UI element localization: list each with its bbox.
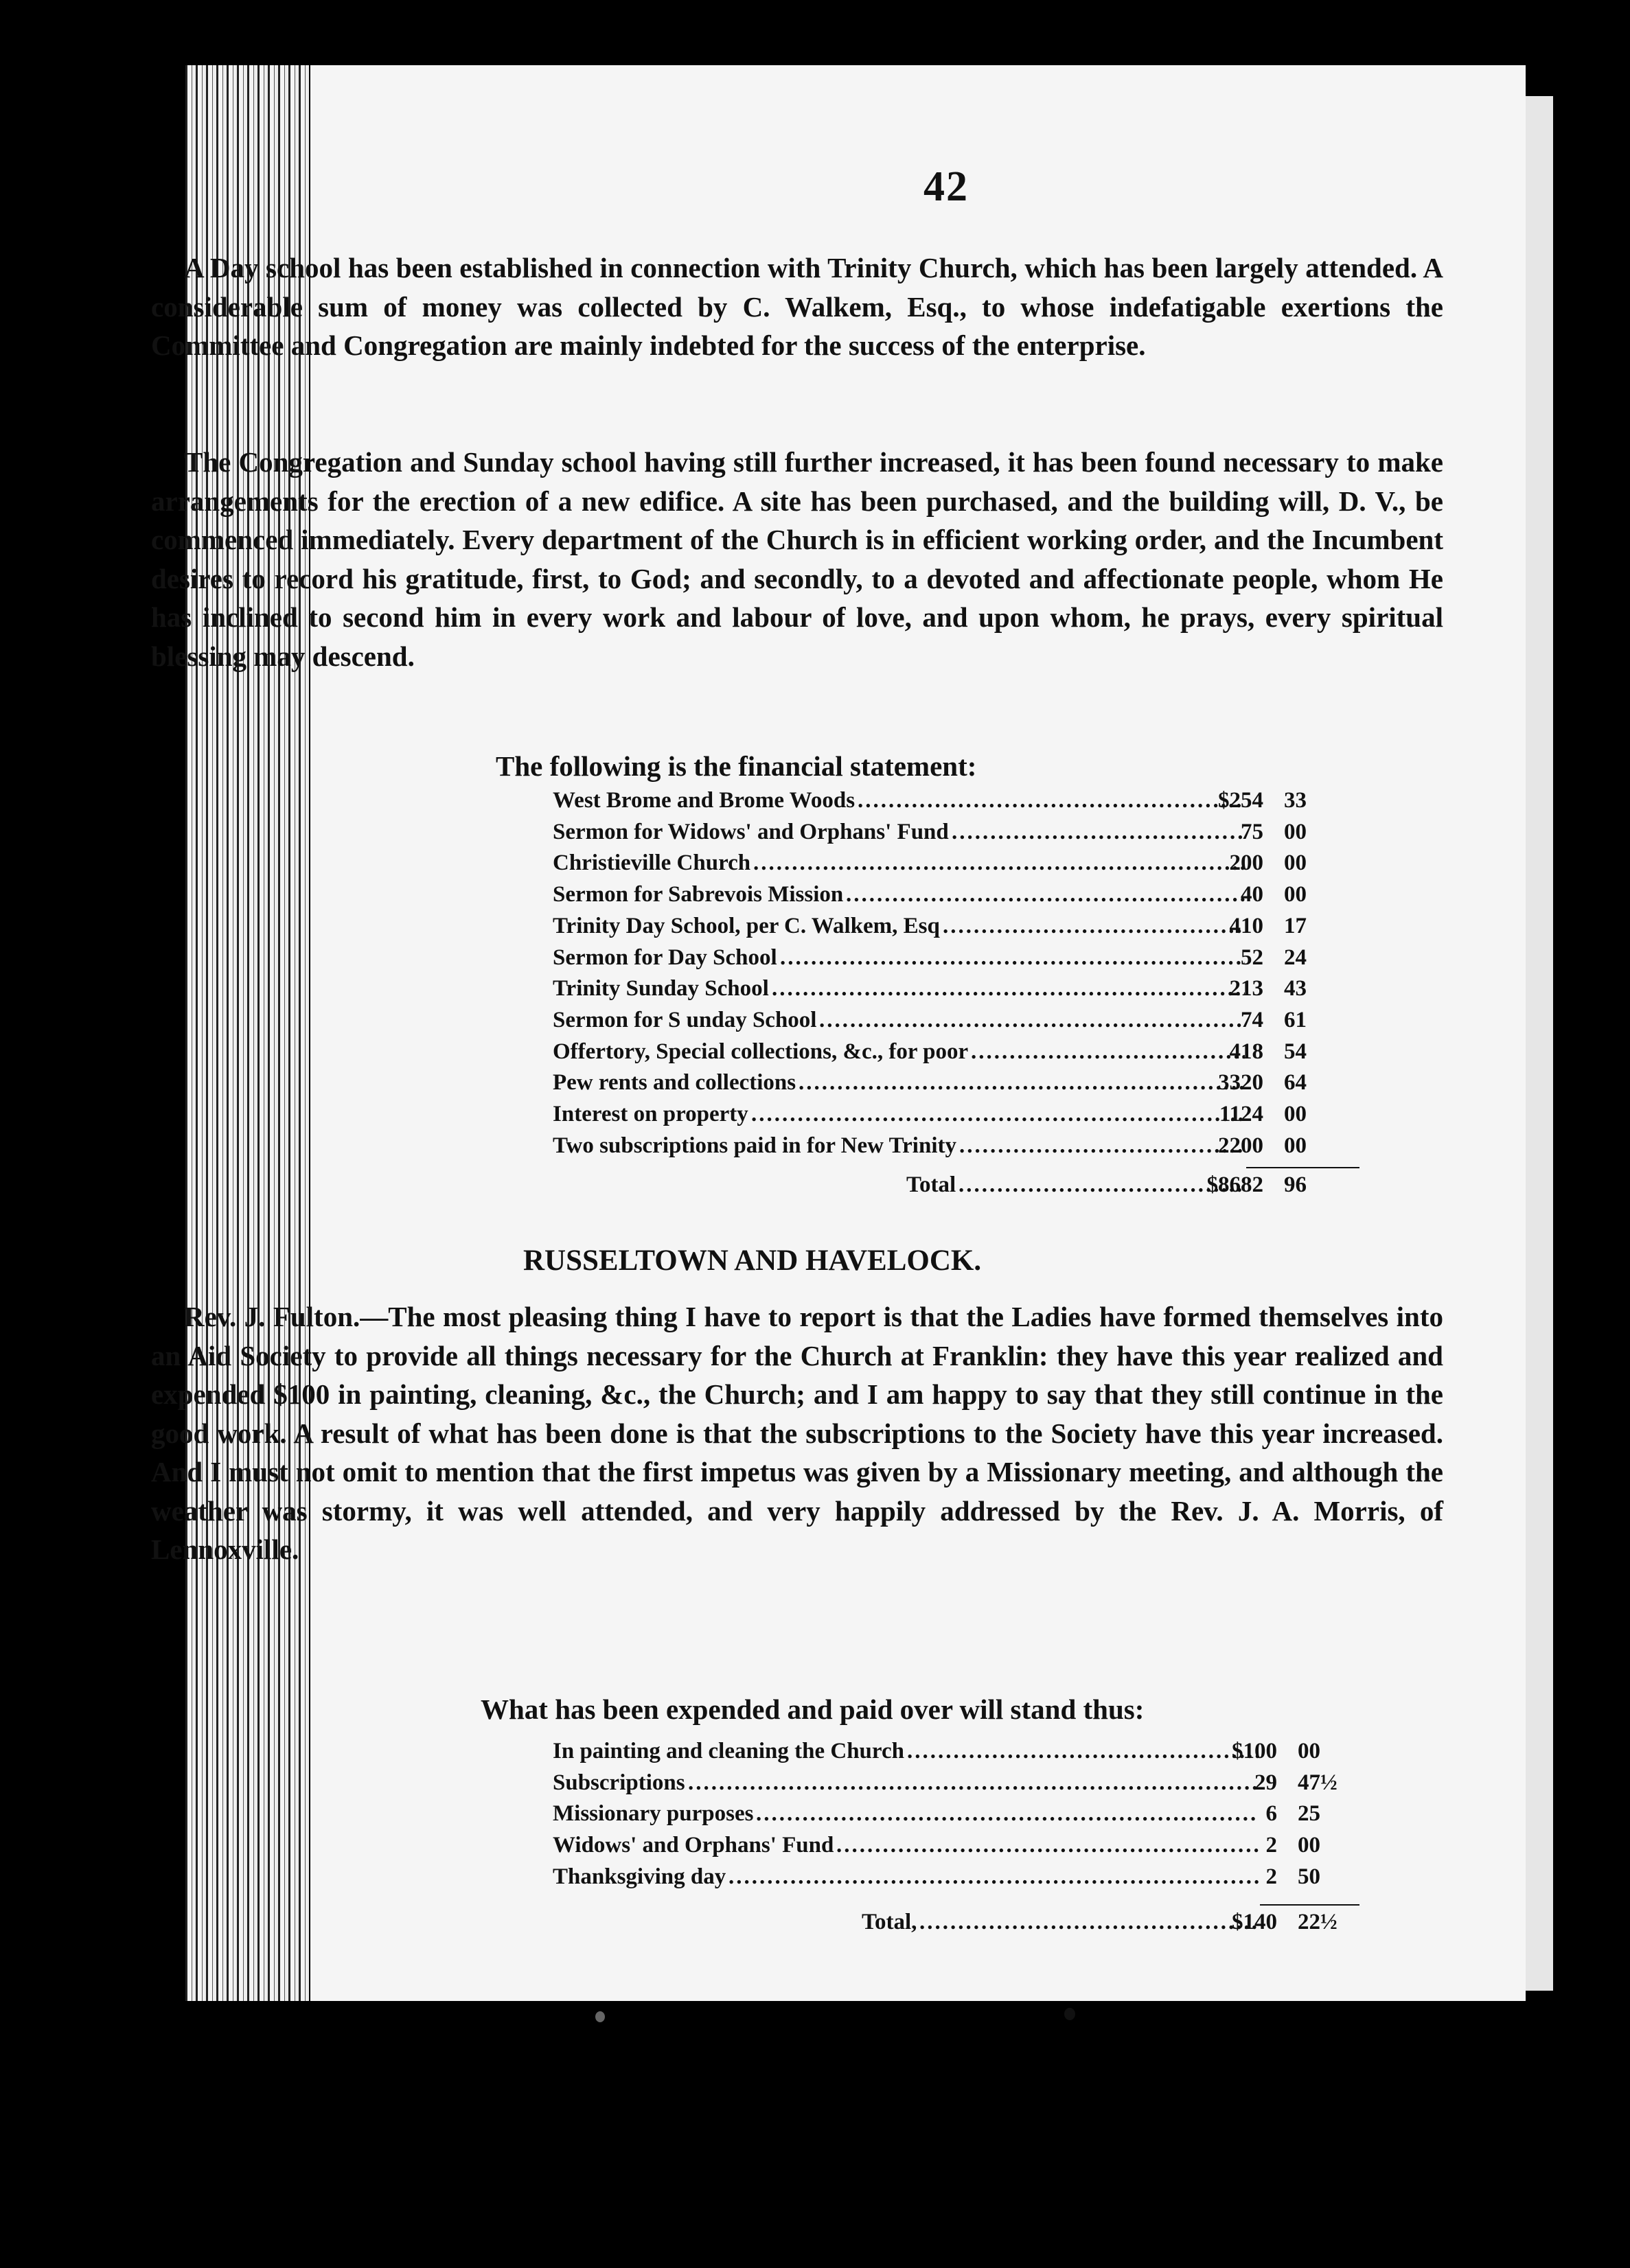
statement-row: [553, 1864, 1359, 1895]
amount-dollars: 52: [1241, 945, 1263, 970]
row-label: West Brome and Brome Woods: [553, 788, 856, 813]
amount-cents: 43: [1284, 976, 1307, 1002]
total-row: [553, 1172, 1359, 1203]
expenditure-intro: What has been expended and paid over will stand thus:: [481, 1693, 1145, 1725]
amount-cents: 47½: [1298, 1770, 1338, 1795]
amount-dollars: 1124: [1219, 1102, 1263, 1126]
statement-row: [553, 1133, 1359, 1164]
amount-cents: 00: [1284, 1102, 1307, 1126]
leader-dots: [751, 1102, 1245, 1127]
amount-cents: 33: [1284, 788, 1307, 813]
leader-dots: [688, 1770, 1259, 1796]
amount-cents: 00: [1284, 819, 1307, 844]
row-label: Pew rents and collections: [553, 1070, 796, 1096]
amount-dollars: 213: [1229, 976, 1263, 1002]
statement-row: [553, 914, 1359, 944]
amount-cents: 00: [1284, 1133, 1307, 1158]
leader-dots: [952, 820, 1245, 845]
amount-dollars: 418: [1229, 1039, 1263, 1064]
amount-cents: 61: [1284, 1007, 1307, 1032]
amount-cents: 17: [1284, 913, 1307, 938]
ink-mark: [1064, 2008, 1075, 2020]
amount-dollars: 2: [1265, 1864, 1277, 1889]
statement-row: [553, 1070, 1359, 1100]
statement-row: [553, 1833, 1359, 1863]
row-label: Christieville Church: [553, 850, 751, 876]
leader-dots: [959, 1133, 1245, 1159]
row-label: Sermon for S unday School: [553, 1007, 817, 1032]
amount-cents: 54: [1284, 1039, 1307, 1064]
paragraph-day-school: A Day school has been established in connection with Trinity Church, which has been largely attended. A considerable sum of money was collected by C. Walkem, Esq., to whose indefatigable exertions the Committee and Congregation are mainly indebted for the success of the enterprise.: [151, 252, 1443, 361]
amount-cents: 00: [1298, 1739, 1320, 1763]
leader-dots: [971, 1039, 1245, 1065]
amount-cents: 64: [1284, 1070, 1307, 1096]
amount-dollars: 3320: [1218, 1070, 1263, 1096]
row-label: Missionary purposes: [553, 1801, 754, 1827]
row-label: In painting and cleaning the Church: [553, 1739, 904, 1763]
leader-dots: [753, 850, 1245, 876]
row-label: Two subscriptions paid in for New Trinity: [553, 1133, 956, 1158]
amount-cents: 24: [1284, 945, 1307, 970]
amount-cents: 25: [1298, 1801, 1320, 1827]
amount-cents: 00: [1284, 850, 1307, 876]
statement-row: [553, 1770, 1359, 1801]
amount-dollars: 2200: [1218, 1133, 1263, 1158]
row-label: Sermon for Sabrevois Mission: [553, 882, 844, 907]
amount-dollars: 410: [1229, 913, 1263, 938]
row-label: Total,: [862, 1909, 917, 1934]
amount-dollars: 40: [1241, 882, 1263, 907]
total-rule: [1260, 1904, 1359, 1906]
statement-row: [553, 788, 1359, 818]
row-label: Sermon for Day School: [553, 945, 777, 970]
leader-dots: [919, 1910, 1259, 1935]
statement-row: [553, 1739, 1359, 1769]
page-edge-right: [1526, 96, 1553, 1991]
financial-statement-table: [553, 788, 1359, 1227]
statement-row: [553, 820, 1359, 850]
amount-cents: 96: [1284, 1172, 1307, 1198]
amount-dollars: 75: [1241, 819, 1263, 844]
section-heading: RUSSELTOWN AND HAVELOCK.: [523, 1245, 982, 1277]
amount-cents: 22½: [1298, 1909, 1338, 1934]
amount-dollars: 74: [1241, 1007, 1263, 1032]
statement-row: [553, 1801, 1359, 1831]
leader-dots: [907, 1739, 1259, 1764]
row-label: Sermon for Widows' and Orphans' Fund: [553, 819, 949, 844]
statement-row: [553, 1008, 1359, 1038]
statement-row: [553, 850, 1359, 881]
statement-row: [553, 976, 1359, 1006]
statement-row: [553, 1102, 1359, 1132]
amount-cents: 00: [1284, 882, 1307, 907]
total-row: [553, 1910, 1359, 1940]
page-number: 42: [923, 163, 969, 210]
leader-dots: [799, 1070, 1245, 1096]
leader-dots: [846, 882, 1245, 907]
paragraph-fulton-report: Rev. J. Fulton.—The most pleasing thing I have to report is that the Ladies have formed themselves into an Aid Society to provide all things necessary for the Church at Franklin: they have this year realized and expended $100 in painting, cleaning, &c., the Church; and I am happy to say that they still continue in the good work. A result of what has been done is that the subscriptions to the Society have this year increased. And I must not omit to mention that the first impetus was given by a Missionary meeting, and although the weather was stormy, it was well attended, and very happily addressed by the Rev. J. A. Morris, of Lennoxville.: [151, 1301, 1443, 1565]
row-label: Thanksgiving day: [553, 1864, 726, 1889]
amount-dollars: 2: [1265, 1833, 1277, 1858]
row-label: Total: [906, 1172, 956, 1198]
row-label: Interest on property: [553, 1102, 748, 1126]
amount-dollars: 29: [1254, 1770, 1277, 1795]
row-label: Offertory, Special collections, &c., for poor: [553, 1039, 969, 1064]
amount-dollars: $100: [1232, 1739, 1277, 1763]
leader-dots: [858, 788, 1245, 813]
leader-dots: [756, 1801, 1259, 1827]
statement-row: [553, 945, 1359, 975]
total-rule: [1246, 1167, 1359, 1168]
amount-dollars: 200: [1229, 850, 1263, 876]
row-label: Subscriptions: [553, 1770, 685, 1795]
statement-intro: The following is the financial statement:: [496, 750, 977, 782]
row-label: Trinity Day School, per C. Walkem, Esq: [553, 913, 940, 938]
amount-dollars: $8682: [1206, 1172, 1263, 1198]
paragraph-congregation: The Congregation and Sunday school having still further increased, it has been found necessary to make arrangements for the erection of a new edifice. A site has been purchased, and the building will, D. V., be commenced immediately. Every department of the Church is in efficient working order, and the Incumbent desires to record his gratitude, first, to God; and secondly, to a devoted and affectionate people, whom He has inclined to second him in every work and labour of love, and upon whom, he prays, every spiritual blessing may descend.: [151, 446, 1443, 672]
leader-dots: [836, 1833, 1259, 1858]
amount-cents: 00: [1298, 1833, 1320, 1858]
amount-dollars: $140: [1232, 1909, 1277, 1934]
leader-dots: [728, 1864, 1259, 1890]
statement-row: [553, 882, 1359, 912]
leader-dots: [819, 1008, 1245, 1033]
ink-mark: [595, 2011, 605, 2022]
leader-dots: [772, 976, 1245, 1002]
leader-dots: [943, 914, 1245, 939]
row-label: Widows' and Orphans' Fund: [553, 1833, 834, 1858]
statement-row: [553, 1039, 1359, 1069]
expenditure-table: [553, 1739, 1359, 1945]
amount-cents: 50: [1298, 1864, 1320, 1889]
leader-dots: [780, 945, 1245, 971]
amount-dollars: 6: [1265, 1801, 1277, 1827]
row-label: Trinity Sunday School: [553, 976, 769, 1002]
amount-dollars: $254: [1218, 788, 1263, 813]
leader-dots: [959, 1172, 1245, 1198]
